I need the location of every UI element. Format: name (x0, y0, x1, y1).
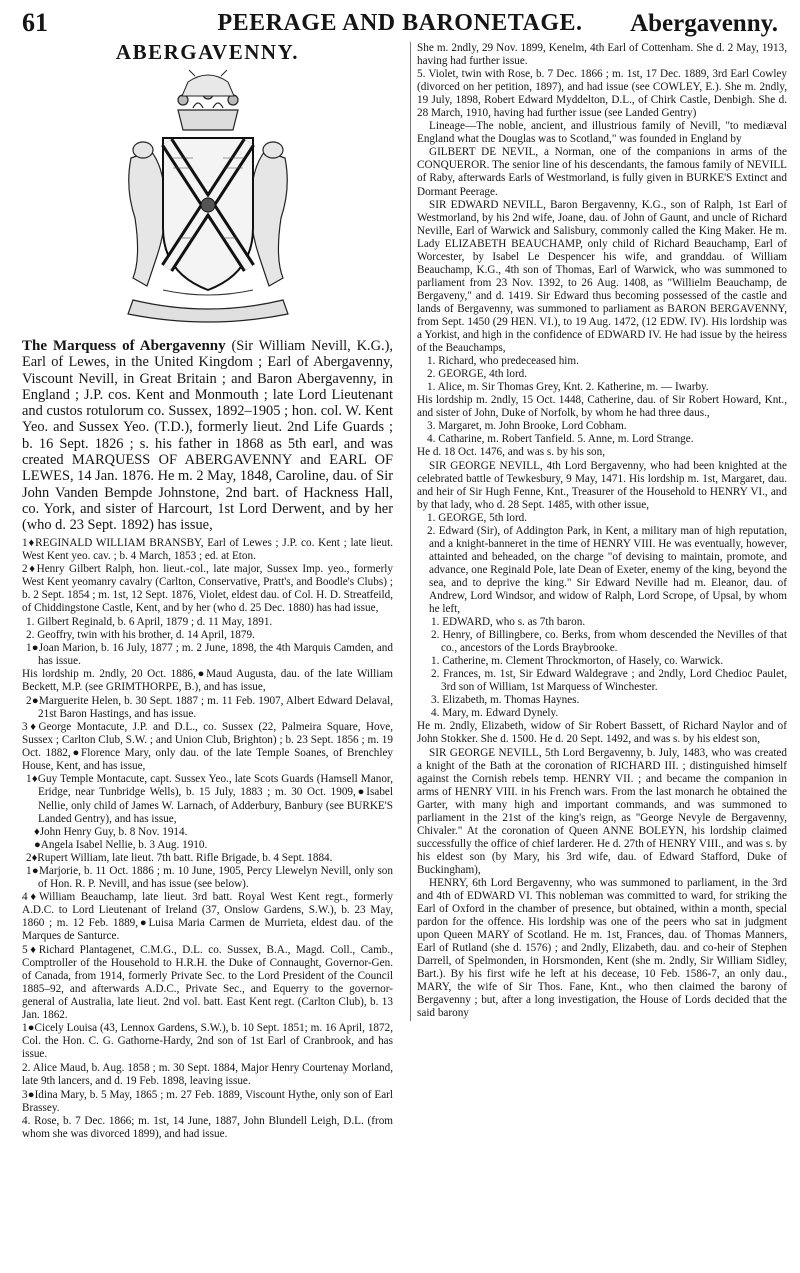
issue-paragraph: 3♦George Montacute, J.P. and D.L., co. Sussex (22, Palmeira Square, Hove, Sussex ; Carlton Club, S.W. ; and Union Club, Brighton) ; b. 23 Sept. 1856 ; m. 19 Oct. 1882,●Florence Mary, only dau. of the late Temple Soanes, of Brenchley House, Kent, and has issue, (22, 720, 393, 772)
right-column (410, 42, 787, 1021)
lineage-paragraph: She m. 2ndly, 29 Nov. 1899, Kenelm, 4th Earl of Cottenham. She d. 2 May, 1913, having had further issue. (417, 42, 787, 68)
entry-intro (22, 338, 393, 534)
entry-intro-text: (Sir William Nevill, K.G.), Earl of Lewes, in the United Kingdom ; Earl of Abergavenny, Viscount Nevill, in Great Britain ; and Baron Abergavenny, in England ; J.P. cos. Kent and Monmouth ; late Lord Lieutenant and custos rotulorum co. Sussex, 1892–1905 ; hon. col. W. Kent Yeo. and Sussex Yeo. (T.D.), formerly lieut. 2nd Life Guards ; b. 16 Sept. 1826 ; s. his father in 1868 as 5th earl, and was created MARQUESS OF ABERGAVENNY and EARL OF LEWES, 14 Jan. 1876. He m. 2 May, 1848, Caroline, dau. of Sir John Vanden Bempde Johnstone, 2nd bart. of Hackness Hall, co. York, and sister of Harcourt, 1st Lord Derwent, and by her (who d. 23 Sept. 1892) has issue, (22, 338, 393, 534)
issue-paragraph: 2. Alice Maud, b. Aug. 1858 ; m. 30 Sept. 1884, Major Henry Courtenay Morland, late 9th lancers, and d. 19 Feb. 1898, leaving issue. (22, 1061, 393, 1087)
lineage-paragraph: 5. Violet, twin with Rose, b. 7 Dec. 1866 ; m. 1st, 17 Dec. 1889, 3rd Earl Cowley (divorced on her petition, 1897), and had issue (see COWLEY, E.). She m. 2ndly, 19 July, 1898, Robert Edward Myddelton, D.L., of Chirk Castle, Denbigh. She d. 28 March, 1910, having had further issue (see Landed Gentry) (417, 68, 787, 120)
issue-paragraph: 1●Cicely Louisa (43, Lennox Gardens, S.W.), b. 10 Sept. 1851; m. 16 April, 1872, Col. the Hon. C. G. Gathorne-Hardy, 2nd son of 1st Earl of Cranbrook, and has issue. (22, 1022, 393, 1061)
lineage-paragraph: SIR GEORGE NEVILL, 5th Lord Bergavenny, b. July, 1483, who was created a knight of the Bath at the coronation of RICHARD III. ; distinguished himself against the Cornish rebels temp. HENRY VII. ; and became the companion in arms of HENRY VIII. in his French wars. From the last monarch he obtained the Garter, with many high and important commands, and was summoned to parliament in the 21st of the king's reign, as "George Nevyle de Bergavenny, Chivaler." At the coronation of Queen ANNE BOLEYN, his lordship claimed successfully the office of chief larderer. He d. 27th of HENRY VIII., and was s. by his eldest son (by Mary, his 3rd wife, dau. of Edward Stafford, Duke of Buckingham), (417, 746, 787, 876)
issue-paragraph: 5♦Richard Plantagenet, C.M.G., D.L. co. Sussex, B.A., Magd. Coll., Camb., Comptroller of the Household to H.R.H. the Duke of Connaught, Governor-Gen. of Canada, from 1914, formerly Private Sec. to the Lord President of the Council 1885–92, and afterwards A.D.C., Private Sec., and Equerry to the governor-general of Australia, late lieut. 2nd vol. batt. East Kent regt. (Carlton Club), b. 13 Jan. 1862. (22, 943, 393, 1021)
running-head: Abergavenny. (630, 10, 778, 37)
lineage-paragraph: HENRY, 6th Lord Bergavenny, who was summoned to parliament, in the 3rd and 4th of EDWARD VI. This nobleman was committed to ward, for striking the Earl of Oxford in the chamber of presence, but obtained, within a month, special pardon for the offence. His lordship was one of the peers who sat in judgment upon Queen MARY of Scotland. He m. 1st, Frances, dau. of Thomas Manners, Earl of Rutland (she d. 1576) ; and 2ndly, Elizabeth, dau. and co-heir of Stephen Darrell, of Spelmonden, in Horsmonden, Kent (she m. 2ndly, Sir William Sidley, Bart.). By his first wife he left at his decease, 10 Feb. 1586-7, an only dau., MARY, the wife of Sir Thos. Fane, Knt., who then claimed the barony of Bergavenny ; but, after a long investigation, the House of Lords decided that the said barony (417, 877, 787, 1020)
issue-paragraph: 4. Rose, b. 7 Dec. 1866; m. 1st, 14 June, 1887, John Blundell Leigh, D.L. (from whom she was divorced 1899), and had issue. (22, 1115, 393, 1141)
lineage-paragraph: His lordship m. 2ndly, 15 Oct. 1448, Catherine, dau. of Sir Robert Howard, Knt., and sister of John, Duke of Norfolk, by whom he had three daus., (417, 394, 787, 420)
issue-paragraph: 2. Geoffry, twin with his brother, d. 14 April, 1879. (26, 628, 255, 641)
lineage-paragraph: SIR GEORGE NEVILL, 4th Lord Bergavenny, who had been knighted at the celebrated battle of Tewkesbury, 9 May, 1471. His lordship m. 1st, Margaret, dau. and heir of Sir Hugh Fenne, Knt., Treasurer of the Household to HENRY VI., and by that lady, who d. 28 Sept. 1485, with other issue, (417, 459, 787, 511)
issue-paragraph: ●Angela Isabel Nellie, b. 3 Aug. 1910. (34, 838, 208, 851)
lineage-paragraph: SIR EDWARD NEVILL, Baron Bergavenny, K.G., son of Ralph, 1st Earl of Westmorland, by his 2nd wife, Joane, dau. of John of Gaunt, and uncle of Richard Neville, Earl of Warwick and Salisbury, commonly called the King Maker. He m. Lady ELIZABETH BEAUCHAMP, only child of Richard Beauchamp, Earl of Worcester, by Isabel Le Despencer his wife, and granddau. of William Beauchamp, K.G., 4th son of Thomas, Earl of Warwick, who was summoned to parliament from 23 Nov. 1392, to 26 Aug. 1408, as "Willielm Beauchamp, de Bergaveny," and d. 1419. Sir Edward thus becoming possessed of the castle and lands of Bergavenny, was summoned to parliament as BARON BERGAVENNY, from Sept. 1450 (29 HEN. VI.), to 19 Aug. 1472, (12 EDW. IV). His lordship was a Yorkist, and high in the confidence of EDWARD IV. He had issue by the heiress of the Beauchamps, (417, 198, 787, 355)
book-title: PEERAGE AND BARONETAGE. (217, 10, 583, 36)
lineage-paragraph: He d. 18 Oct. 1476, and was s. by his son, (417, 446, 605, 459)
lineage-paragraph: GILBERT DE NEVIL, a Norman, one of the companions in arms of the CONQUEROR. The senior line of his descendants, the famous family of NEVILL of Raby, afterwards Earls of Westmorland, is fully given in BURKE'S Extinct and Dormant Peerage. (417, 146, 787, 198)
lineage-paragraph: He m. 2ndly, Elizabeth, widow of Sir Robert Bassett, of Richard Naylor and of John Stokker. She d. 1500. He d. 20 Sept. 1492, and was s. by his eldest son, (417, 720, 787, 746)
lineage-paragraph: 2. Henry, of Billingbere, co. Berks, from whom descended the Nevilles of that co., ancestors of the Lords Braybrooke. (431, 629, 787, 655)
page-number: 61 (22, 8, 48, 37)
lineage-heading-paragraph: Lineage—The noble, ancient, and illustrious family of Nevill, "to mediæval England what the Douglas was to Scotland," was founded in England by (417, 120, 787, 146)
issue-paragraph: 1. Gilbert Reginald, b. 6 April, 1879 ; d. 11 May, 1891. (26, 615, 273, 628)
left-column (22, 38, 393, 1142)
issue-paragraph: 2●Marguerite Helen, b. 30 Sept. 1887 ; m. 11 Feb. 1907, Albert Edward Delaval, 21st Baron Hastings, and has issue. (26, 694, 393, 720)
lineage-paragraph: 1. EDWARD, who s. as 7th baron. (431, 616, 586, 629)
issue-paragraph: 3●Idina Mary, b. 5 May, 1865 ; m. 27 Feb. 1889, Viscount Hythe, only son of Earl Brassey. (22, 1088, 393, 1114)
issue-paragraph: 2♦Rupert William, late lieut. 7th batt. Rifle Brigade, b. 4 Sept. 1884. (26, 851, 333, 864)
lineage-paragraph: 2. Frances, m. 1st, Sir Edward Waldegrave ; and 2ndly, Lord Chedioc Paulet, 3rd son of William, 1st Marquess of Winchester. (431, 668, 787, 694)
lineage-paragraph: 2. GEORGE, 4th lord. (427, 368, 528, 381)
entry-heading: ABERGAVENNY. (115, 40, 300, 64)
issue-paragraph: 1●Joan Marion, b. 16 July, 1877 ; m. 2 June, 1898, the 4th Marquis Camden, and has issue. (26, 641, 393, 667)
page-header (22, 6, 778, 36)
lineage-paragraph: 1. Catherine, m. Clement Throckmorton, of Hasely, co. Warwick. (431, 655, 724, 668)
lineage-paragraph: 1. Richard, who predeceased him. (427, 355, 579, 368)
lineage-paragraph: 3. Margaret, m. John Brooke, Lord Cobham. (427, 420, 627, 433)
issue-paragraph: ♦John Henry Guy, b. 8 Nov. 1914. (34, 825, 188, 838)
entry-intro-lead: The Marquess of Abergavenny (22, 338, 226, 354)
issue-paragraph: 4♦William Beauchamp, late lieut. 3rd batt. Royal West Kent regt., formerly A.D.C. to Lord Lieutenant of Ireland (37, Onslow Gardens, S.W.), b. 23 May, 1860 ; m. 12 Feb. 1889,●Luisa Maria Carmen de Murrieta, eldest dau. of the Marques de Santurce. (22, 890, 393, 942)
issue-paragraph: His lordship m. 2ndly, 20 Oct. 1886,●Maud Augusta, dau. of the late William Beckett, M.P. (see GRIMTHORPE, B.), and has issue, (22, 668, 393, 694)
lineage-paragraph: 2. Edward (Sir), of Addington Park, in Kent, a military man of high reputation, and a knight-banneret in the time of HENRY VIII. He was eventually, however, attainted and beheaded, on the charge "of devising to maintain, promote, and advance, one Reginald Pole, late Dean of Exeter, enemy of the king, beyond the sea, and to deprive the king." Sir Edward Neville had m. Eleanor, dau. of Andrew, Lord Windsor, and widow of Ralph, Lord Scrope, of Upsal, by whom he left, (427, 524, 787, 616)
lineage-paragraph: 4. Mary, m. Edward Dynely. (431, 707, 559, 720)
lineage-paragraph: 1. GEORGE, 5th lord. (427, 511, 528, 524)
lineage-paragraph: 3. Elizabeth, m. Thomas Haynes. (431, 694, 580, 707)
issue-paragraph: 2♦Henry Gilbert Ralph, hon. lieut.-col., late major, Sussex Imp. yeo., formerly West Kent yeomanry cavalry (Carlton, Conservative, Pratt's, and Boodle's Clubs) ; b. 2 Sept. 1854 ; m. 1st, 12 Sept. 1876, Violet, eldest dau. of Col. H. D. Streatfeild, of Chiddingstone Castle, Kent, and by her (who d. 25 Dec. 1880) has had issue, (22, 563, 393, 615)
coat-of-arms-icon (123, 68, 293, 326)
lineage-paragraph: 4. Catharine, m. Robert Tanfield. 5. Anne, m. Lord Strange. (427, 433, 694, 446)
issue-paragraph: 1♦REGINALD WILLIAM BRANSBY, Earl of Lewes ; J.P. co. Kent ; late lieut. West Kent yeo. cav. ; b. 4 March, 1853 ; ed. at Eton. (22, 536, 393, 562)
issue-paragraph: 1♦Guy Temple Montacute, capt. Sussex Yeo., late Scots Guards (Hamsell Manor, Eridge, near Tunbridge Wells), b. 15 July, 1883 ; m. 30 Oct. 1909,●Isabel Nellie, only child of James W. Larnach, of Adderbury, Banbury (see BURKE'S Landed Gentry), and has issue, (26, 773, 393, 825)
issue-paragraph: 1●Marjorie, b. 11 Oct. 1886 ; m. 10 June, 1905, Percy Llewelyn Nevill, only son of Hon. R. P. Nevill, and has issue (see below). (26, 864, 393, 890)
lineage-paragraph: 1. Alice, m. Sir Thomas Grey, Knt. 2. Katherine, m. — Iwarby. (427, 381, 709, 394)
